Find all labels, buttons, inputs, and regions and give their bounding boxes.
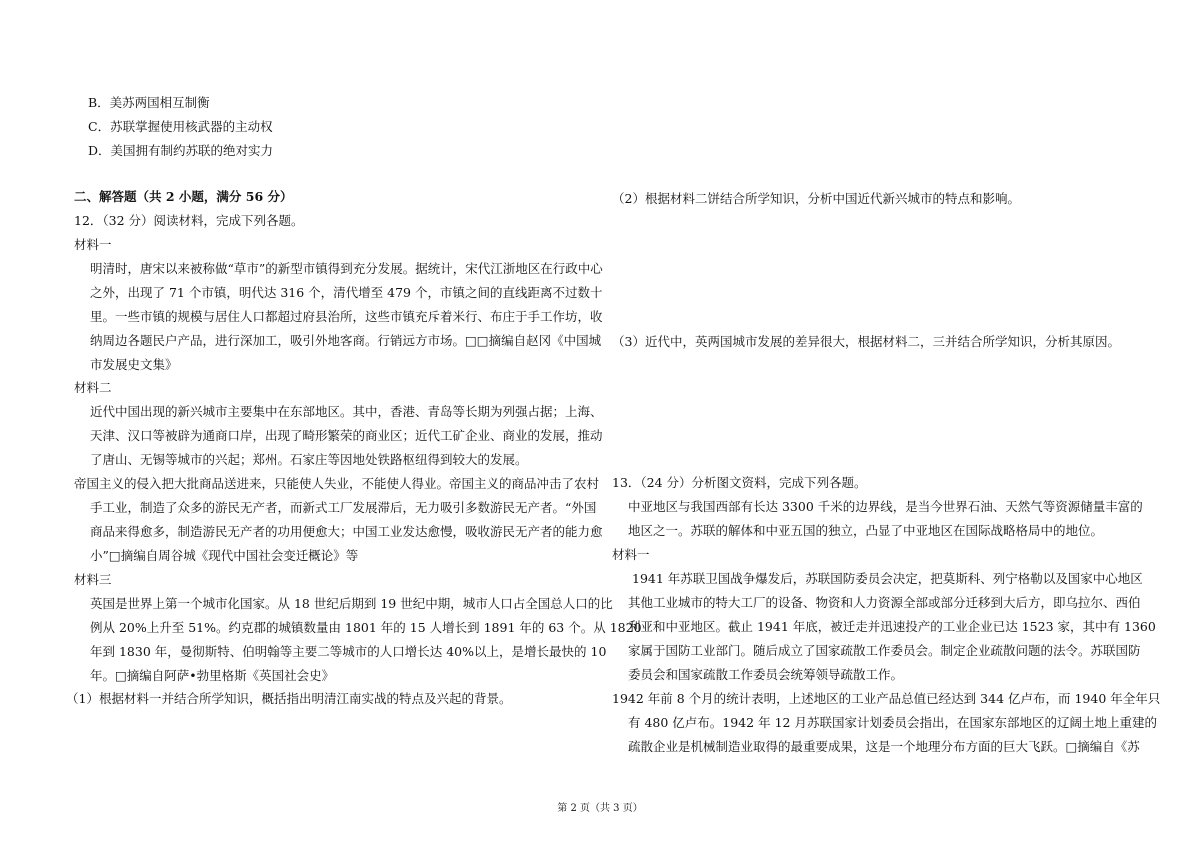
question-13-intro-line: 地区之一。苏联的解体和中亚五国的独立，凸显了中亚地区在国际战略格局中的地位。 (628, 523, 1104, 538)
question-12-3: （3）近代中，英两国城市发展的差异很大，根据材料二，三并结合所学知识，分析其原因。 (612, 334, 1120, 349)
page-footer: 第 2 页（共 3 页） (557, 803, 643, 814)
material-1-line: 明清时，唐宋以来被称做“草市”的新型市镇得到充分发展。据统计，宋代江浙地区在行政中心 (90, 261, 603, 276)
q13-material-1-label: 材料一 (612, 547, 650, 562)
material-1-line: 之外，出现了 71 个市镇，明代达 316 个，清代增至 479 个，市镇之间的直线距离不过数十 (90, 285, 603, 300)
question-12-1: （1）根据材料一并结合所学知识，概括指出明清江南实战的特点及兴起的背景。 (66, 691, 512, 706)
material-1-line: 市发展史文集》 (90, 357, 178, 372)
q13-material-1-line: 委员会和国家疏散工作委员会统筹领导疏散工作。 (628, 667, 904, 682)
material-3-line: 例从 20%上升至 51%。约克郡的城镇数量由 1801 年的 15 人增长到 1891 年的 63 个。从 1820 (90, 620, 642, 635)
question-13-intro-line: 中亚地区与我国西部有长达 3300 千米的边界线，是当今世界石油、天然气等资源储量丰富的 (628, 499, 1143, 514)
q13-material-1-line: 其他工业城市的特大工厂的设备、物资和人力资源全部或部分迁移到大后方，即乌拉尔、西伯 (628, 595, 1141, 610)
material-3-label: 材料三 (74, 572, 112, 587)
material-2-line: 天津、汉口等被辟为通商口岸，出现了畸形繁荣的商业区；近代工矿企业、商业的发展，推动 (90, 428, 603, 443)
material-1-line: 里。一些市镇的规模与居住人口都超过府县治所，这些市镇充斥着米行、布庄于手工作坊，收 (90, 309, 603, 324)
question-12-2: （2）根据材料二饼结合所学知识，分析中国近代新兴城市的特点和影响。 (612, 191, 1020, 206)
option-c: C．苏联掌握使用核武器的主动权 (88, 119, 273, 134)
material-2b-line: 手工业，制造了众多的游民无产者，而新式工厂发展滞后，无力吸引多数游民无产者。“外国 (90, 500, 597, 515)
q13-material-1-line: 利亚和中亚地区。截止 1941 年底，被迁走并迅速投产的工业企业已达 1523 家，其中有 1360 (628, 619, 1156, 634)
q13-material-1-line: 1941 年苏联卫国战争爆发后，苏联国防委员会决定，把莫斯科、列宁格勒以及国家中心地区 (632, 571, 1143, 586)
material-3-line: 年到 1830 年，曼彻斯特、伯明翰等主要二等城市的人口增长达 40%以上，是增长最快的 10 (90, 644, 607, 659)
question-13-title: 13．（24 分）分析图文资料，完成下列各题。 (612, 475, 867, 490)
material-3-line: 年。□摘编自阿萨•勃里格斯《英国社会史》 (90, 668, 335, 683)
material-1-label: 材料一 (74, 237, 112, 252)
question-12-title: 12．（32 分）阅读材料，完成下列各题。 (74, 213, 304, 228)
material-1-line: 纳周边各题民户产品，进行深加工，吸引外地客商。行销远方市场。□□摘编自赵冈《中国城 (90, 333, 602, 348)
option-d: D．美国拥有制约苏联的绝对实力 (88, 143, 274, 158)
material-2b-line: 帝国主义的侵入把大批商品送进来，只能使人失业，不能使人得业。帝国主义的商品冲击了农村 (74, 476, 600, 491)
q13-material-1b-line: 有 480 亿卢布。1942 年 12 月苏联国家计划委员会指出，在国家东部地区的辽阔土地上重建的 (628, 715, 1157, 730)
material-2-label: 材料二 (74, 380, 112, 395)
q13-material-1-line: 家属于国防工业部门。随后成立了国家疏散工作委员会。制定企业疏散问题的法令。苏联国防 (628, 643, 1141, 658)
q13-material-1b-line: 1942 年前 8 个月的统计表明，上述地区的工业产品总值已经达到 344 亿卢布，而 1940 年全年只 (612, 691, 1161, 706)
option-b: B．美苏两国相互制衡 (88, 95, 210, 110)
material-2b-line: 小”□摘编自周谷城《现代中国社会变迁概论》等 (90, 548, 359, 563)
material-2-line: 了唐山、无锡等城市的兴起；郑州。石家庄等因地处铁路枢纽得到较大的发展。 (90, 452, 528, 467)
section-title: 二、解答题（共 2 小题，满分 56 分） (74, 189, 293, 204)
material-3-line: 英国是世界上第一个城市化国家。从 18 世纪后期到 19 世纪中期，城市人口占全国总人口的比 (90, 596, 613, 611)
q13-material-1b-line: 疏散企业是机械制造业取得的最重要成果，这是一个地理分布方面的巨大飞跃。□摘编自《苏 (628, 739, 1140, 754)
material-2-line: 近代中国出现的新兴城市主要集中在东部地区。其中，香港、青岛等长期为列强占据；上海、 (90, 404, 603, 419)
material-2b-line: 商品来得愈多，制造游民无产者的功用便愈大；中国工业发达愈慢，吸收游民无产者的能力愈 (90, 524, 603, 539)
